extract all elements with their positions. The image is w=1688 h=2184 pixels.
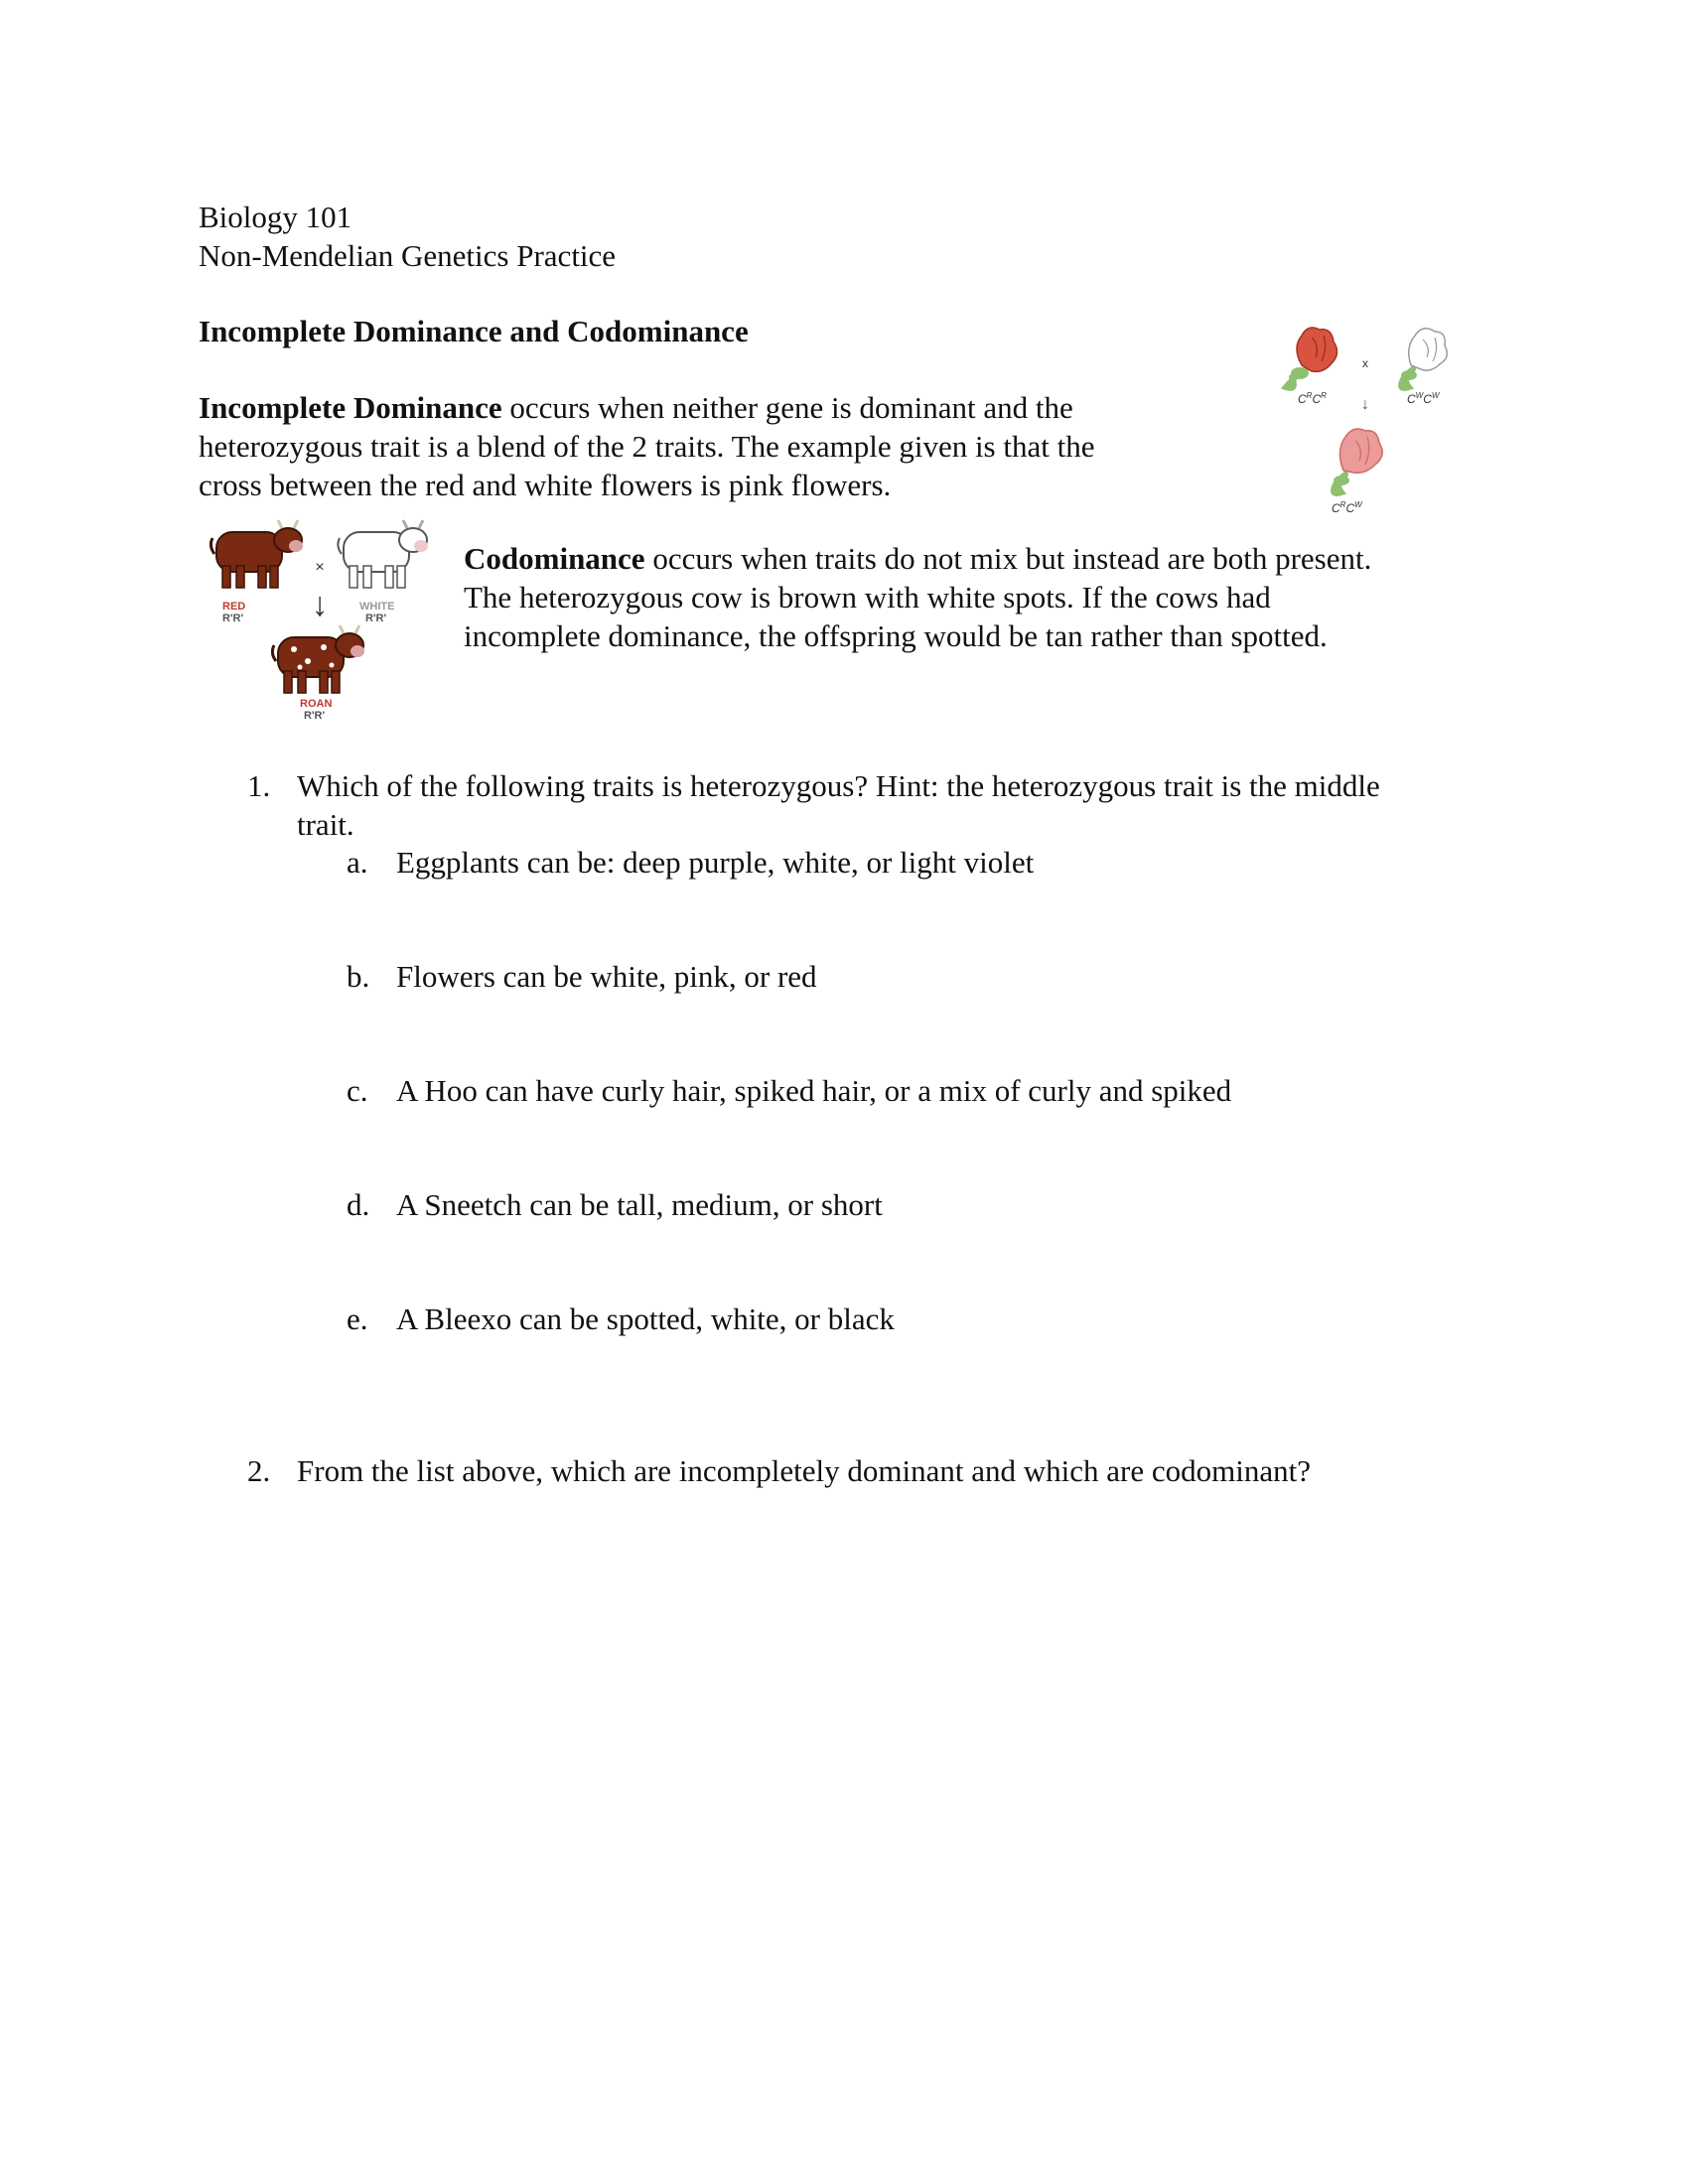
option-d-letter: d. — [347, 1187, 370, 1222]
cow-cross-symbol: × — [315, 559, 325, 576]
option-e-text: A Bleexo can be spotted, white, or black — [396, 1301, 895, 1336]
incomplete-dominance-line-2: heterozygous trait is a blend of the 2 traits. The example given is that the — [199, 429, 1095, 464]
flower-arrow-icon: ↓ — [1361, 396, 1369, 413]
red-cow-label: RED — [222, 601, 246, 613]
option-b-letter: b. — [347, 959, 370, 994]
incomplete-dominance-text: occurs when neither gene is dominant and the — [501, 390, 1073, 425]
question-2-number: 2. — [247, 1453, 271, 1488]
incomplete-dominance-line-1 — [199, 388, 1073, 427]
option-d-text: A Sneetch can be tall, medium, or short — [396, 1187, 883, 1222]
question-1-text: Which of the following traits is heterozygous? Hint: the heterozygous trait is the middle — [297, 768, 1380, 803]
white-cow-icon — [338, 520, 428, 588]
worksheet-subtitle: Non-Mendelian Genetics Practice — [199, 238, 617, 273]
snapdragon-cross-figure — [1276, 318, 1455, 526]
pink-snapdragon-icon — [1334, 429, 1382, 493]
white-genotype-label: $C^WC^W$ — [1407, 391, 1440, 406]
red-snapdragon-icon — [1286, 328, 1337, 388]
codominance-line-2: The heterozygous cow is brown with white spots. If the cows had — [464, 580, 1271, 614]
pink-genotype-label: $C^RC^W$ — [1332, 500, 1362, 515]
question-1-text-continued: trait. — [297, 807, 354, 842]
question-2-text: From the list above, which are incompletely dominant and which are codominant? — [297, 1453, 1311, 1488]
course-title: Biology 101 — [199, 200, 352, 234]
section-title: Incomplete Dominance and Codominance — [199, 314, 749, 348]
incomplete-dominance-line-3: cross between the red and white flowers is pink flowers. — [199, 468, 892, 502]
option-e-letter: e. — [347, 1301, 368, 1336]
white-cow-genotype: R'R' — [365, 613, 387, 624]
question-1-number: 1. — [247, 768, 271, 803]
option-a-letter: a. — [347, 845, 368, 880]
roan-cow-label: ROAN — [300, 698, 333, 710]
roan-cow-genotype: R'R' — [304, 710, 326, 722]
option-b-text: Flowers can be white, pink, or red — [396, 959, 817, 994]
white-cow-label: WHITE — [359, 601, 395, 613]
codominance-text: occurs when traits do not mix but instead are both present. — [644, 541, 1372, 576]
white-snapdragon-icon — [1401, 329, 1447, 388]
option-c-text: A Hoo can have curly hair, spiked hair, or a mix of curly and spiked — [396, 1073, 1232, 1108]
incomplete-dominance-term: Incomplete Dominance — [199, 390, 502, 425]
option-c-letter: c. — [347, 1073, 368, 1108]
red-cow-icon — [211, 520, 303, 588]
flower-cross-symbol: x — [1362, 356, 1368, 370]
codominance-term: Codominance — [464, 541, 645, 576]
cattle-cross-figure — [209, 516, 437, 725]
codominance-line-1 — [464, 539, 1371, 578]
cow-arrow-icon: ↓ — [311, 586, 329, 623]
red-genotype-label: $C^RC^R$ — [1298, 391, 1327, 406]
option-a-text: Eggplants can be: deep purple, white, or light violet — [396, 845, 1035, 880]
red-cow-genotype: R'R' — [222, 613, 244, 624]
codominance-line-3: incomplete dominance, the offspring would be tan rather than spotted. — [464, 618, 1328, 653]
roan-cow-icon — [272, 625, 364, 693]
